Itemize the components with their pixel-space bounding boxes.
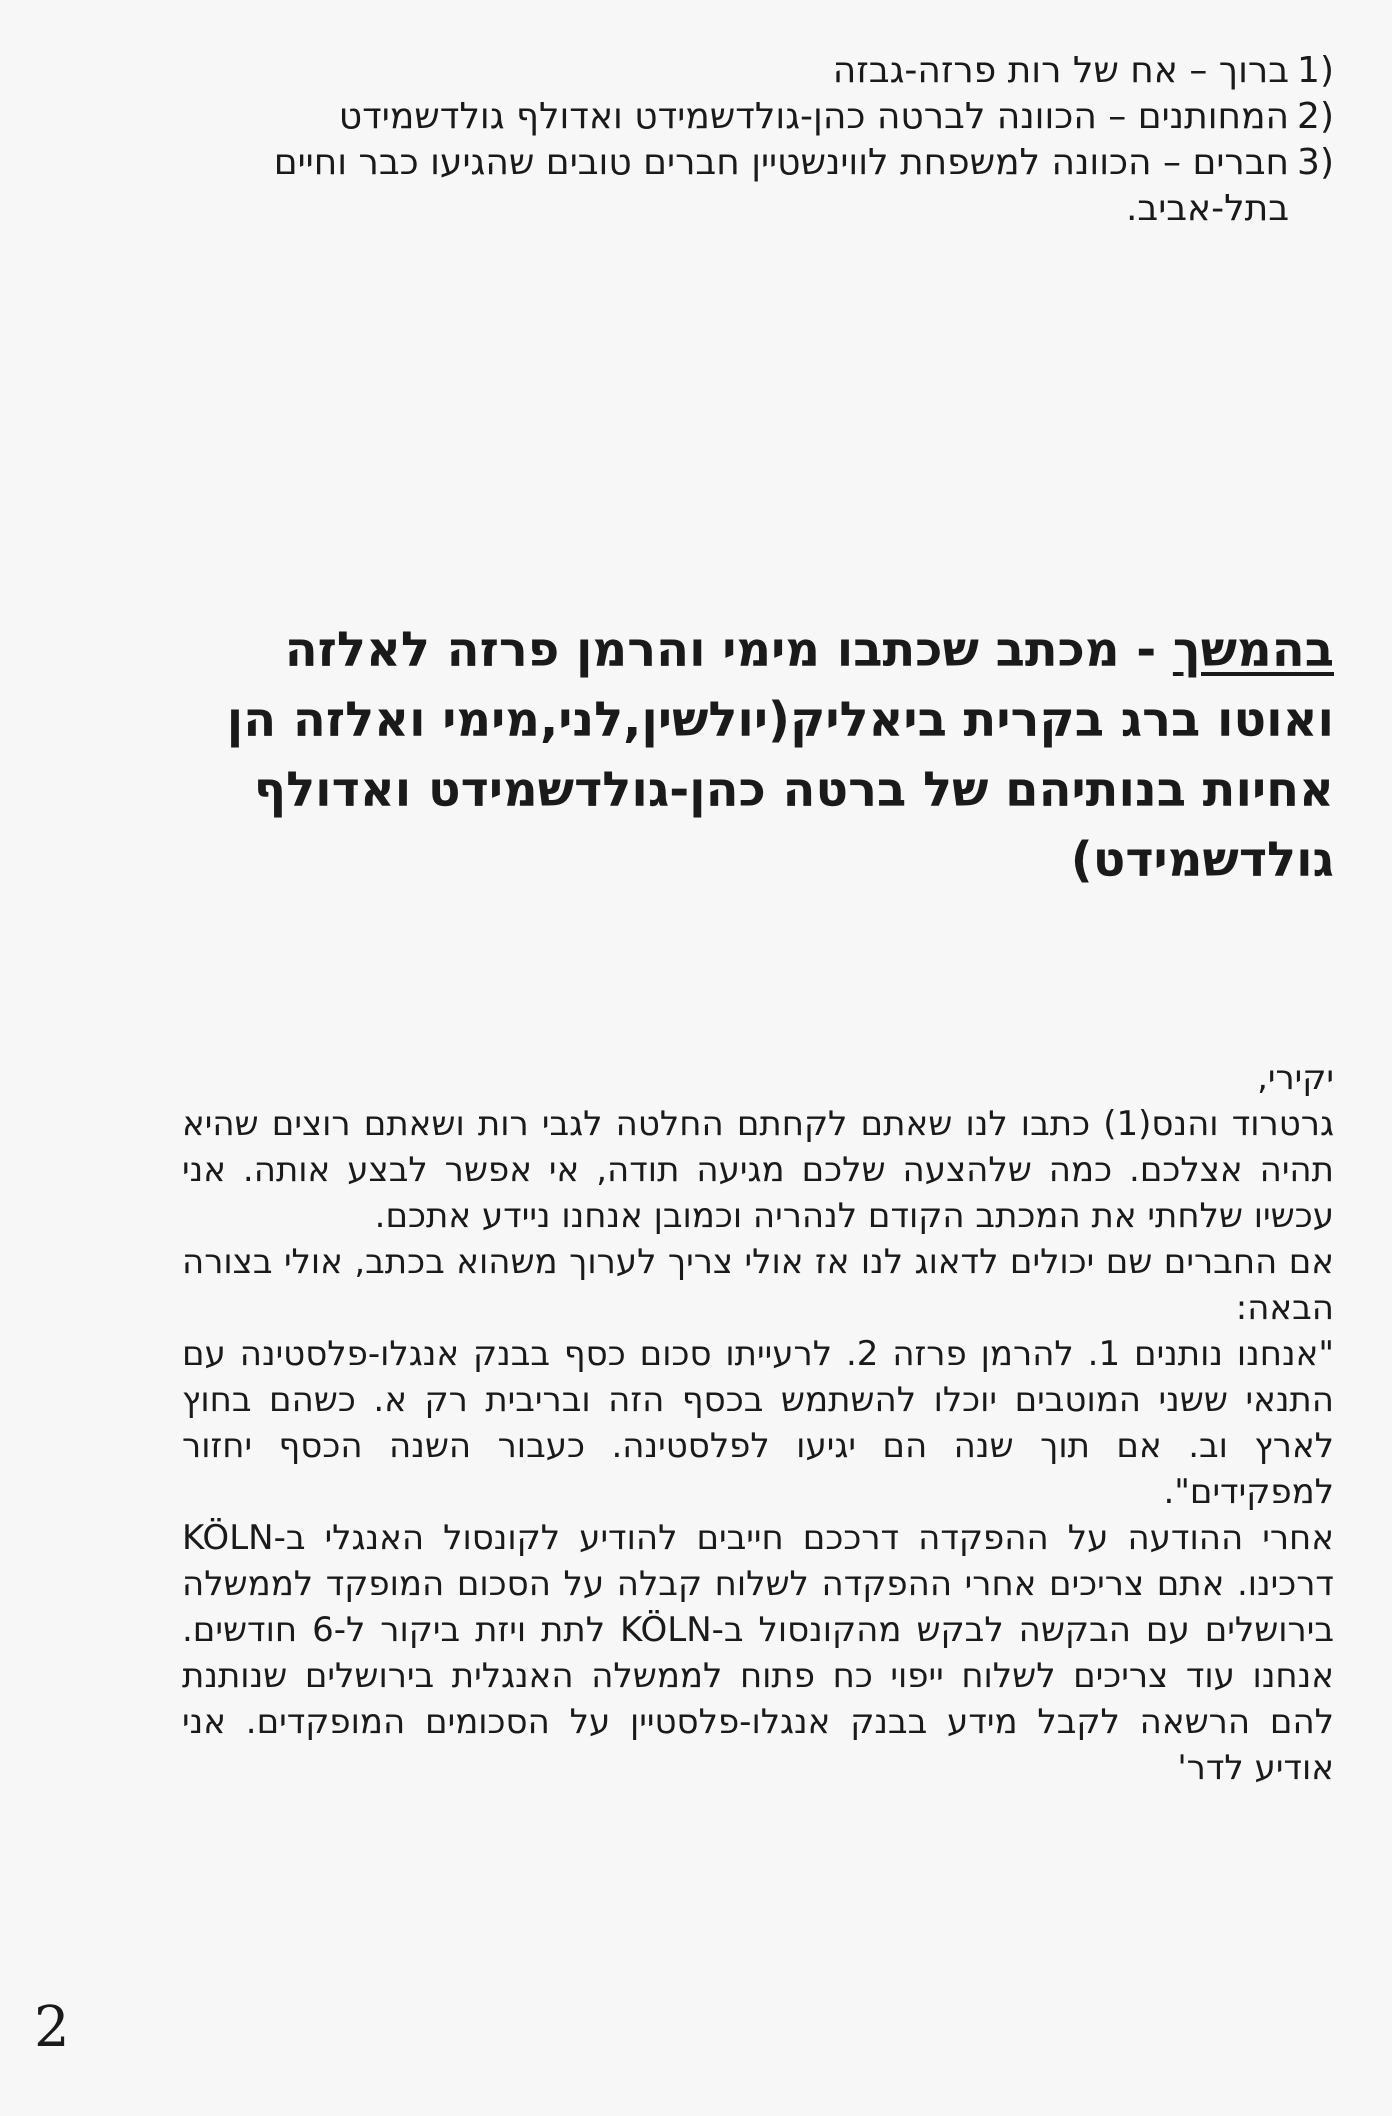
section-heading (164, 615, 1334, 895)
letter-paragraph: גרטרוד והנס(1) כתבו לנו שאתם לקחתם החלטה לגבי רות ושאתם רוצים שהיא תהיה אצלכם. כמה שלהצעה שלכם מגיעה תודה, אי אפשר לבצע אותה. אני עכשיו שלחתי את המכתב הקודם לנהריה וכמובן אנחנו ניידע אתכם. (182, 1104, 1334, 1236)
letter-paragraph: אחרי ההודעה על ההפקדה דרככם חייבים להודיע לקונסול האנגלי ב-KÖLN דרכינו. אתם צריכים אחרי ההפקדה לשלוח קבלה על הסכום המופקד לממשלה בירושלים עם הבקשה לבקש מהקונסול ב-KÖLN לתת ויזת ביקור ל-6 חודשים. אנחנו עוד צריכים לשלוח ייפוי כח פתוח לממשלה האנגלית בירושלים שנותנת להם הרשאה לקבל מידע בבנק אנגלו-פלסטיין על הסכומים המופקדים. אני אודיע לדר' (182, 1518, 1334, 1788)
footnote-text: חברים – הכוונה למשפחת לווינשטיין חברים טובים שהגיעו כבר וחיים בתל-אביב. (273, 142, 1290, 229)
footnotes-list (174, 48, 1334, 232)
footnote-number: 2) (1297, 96, 1334, 137)
letter-paragraph: "אנחנו נותנים 1. להרמן פרזה 2. לרעייתו סכום כסף בבנק אנגלו-פלסטינה עם התנאי ששני המוטבים יוכלו להשתמש בכסף הזה ובריבית רק א. כשהם בחוץ לארץ וב. אם תוך שנה הם יגיעו לפלסטינה. כעבור השנה הכסף יחזור למפקידים". (182, 1334, 1334, 1512)
page-number: 2 (34, 1995, 70, 2060)
heading-rest: - מכתב שכתבו מימי והרמן פרזה לאלזה ואוטו ברג בקרית ביאליק(יולשין,לני,מימי ואלזה הן אחיות בנותיהם של ברטה כהן-גולדשמידט ואדולף גולדשמידט) (226, 622, 1334, 888)
footnote-text: ברוך – אח של רות פרזה-גבזה (832, 50, 1290, 91)
letter-greeting: יקירי, (1257, 1058, 1334, 1098)
heading-lead: בהמשך (1172, 622, 1334, 678)
footnote-item (174, 48, 1334, 94)
footnote-item (174, 140, 1334, 232)
footnote-number: 1) (1297, 50, 1334, 91)
footnote-text: המחותנים – הכוונה לברטה כהן-גולדשמידט ואדולף גולדשמידט (338, 96, 1290, 137)
footnote-item (174, 94, 1334, 140)
letter-paragraph: אם החברים שם יכולים לדאוג לנו אז אולי צריך לערוך משהוא בכתב, אולי בצורה הבאה: (182, 1242, 1334, 1328)
footnote-number: 3) (1297, 142, 1334, 183)
letter-body (182, 1055, 1334, 1791)
